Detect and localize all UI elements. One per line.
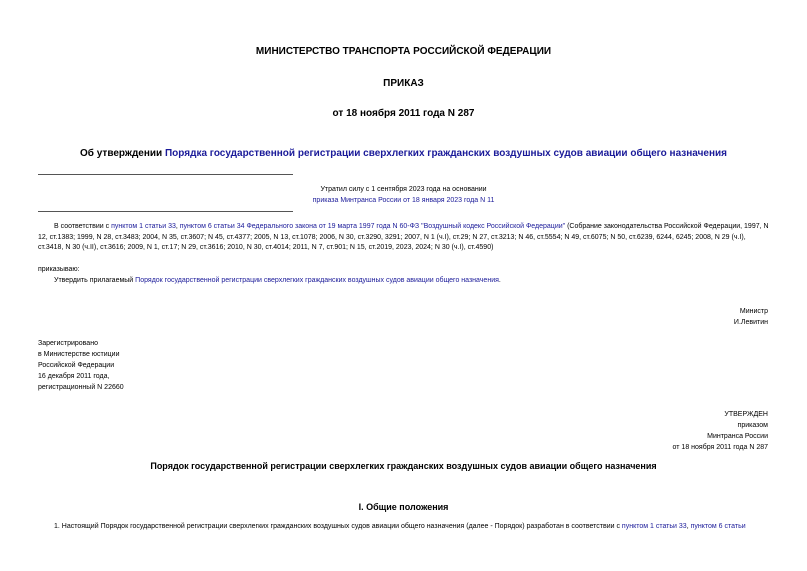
registration-line-3: Российской Федерации (38, 362, 115, 369)
registration-line-1: Зарегистрировано (38, 340, 98, 347)
document-title (0, 148, 807, 159)
clause-1-paragraph (38, 522, 769, 533)
ministry-heading: МИНИСТЕРСТВО ТРАНСПОРТА РОССИЙСКОЙ ФЕДЕРАЦИИ (255, 46, 552, 57)
registration-line-2: в Министерстве юстиции (38, 351, 120, 358)
preamble-intro: В соответствии с (54, 223, 112, 230)
status-repeal-link[interactable]: приказа Минтранса России от 18 января 2023 года N 11 (312, 197, 495, 204)
divider-top (38, 174, 293, 175)
clause-1-sep: , (686, 523, 691, 530)
approved-line-3: Минтранса России (707, 433, 768, 440)
status-line-1: Утратил силу с 1 сентября 2023 года на основании (320, 186, 487, 193)
signature-name: И.Левитин (733, 319, 768, 326)
approve-suffix: . (498, 277, 501, 284)
clause-1-link-2[interactable]: пунктом 6 статьи (690, 523, 746, 530)
clause-1-text: 1. Настоящий Порядок государственной регистрации сверхлегких гражданских воздушных судов авиации общего назначения (далее - Порядок) разработан в соответствии с (54, 523, 622, 530)
approve-procedure-link[interactable]: Порядок государственной регистрации сверхлегких гражданских воздушных судов авиации общего назначения (135, 277, 499, 284)
preamble-link-1[interactable]: пунктом 1 статьи 33 (111, 223, 176, 230)
divider-bottom (38, 211, 293, 212)
order-prikazyvayu: приказываю: (38, 266, 80, 273)
status-line-2 (0, 196, 807, 207)
preamble-sep: , (175, 223, 180, 230)
registration-line-5: регистрационный N 22660 (38, 384, 124, 391)
preamble-link-2[interactable]: пунктом 6 статьи 34 Федерального закона от 19 марта 1997 года N 60-ФЗ "Воздушный кодекс Российской Федерации" (179, 223, 566, 230)
approved-line-1: УТВЕРЖДЕН (724, 411, 768, 418)
signature-position: Министр (739, 308, 768, 315)
doc-type-heading: ПРИКАЗ (383, 78, 424, 89)
approved-line-4: от 18 ноября 2011 года N 287 (672, 444, 768, 451)
procedure-title: Порядок государственной регистрации сверхлегких гражданских воздушных судов авиации общего назначения (150, 461, 657, 471)
section-title: I. Общие положения (358, 502, 449, 512)
approve-prefix: Утвердить прилагаемый (54, 277, 136, 284)
clause-1-link-1[interactable]: пунктом 1 статьи 33 (621, 523, 687, 530)
date-number-heading: от 18 ноября 2011 года N 287 (332, 108, 475, 119)
preamble-paragraph (38, 222, 769, 254)
preamble-rest: (Собрание законодательства Российской Федерации, 1997, N 12, ст.1383; 1999, N 28, ст.3483; 2004, N 35, ст.3607; N 45, ст.4377; 2005, N 13, ст.1078; 2006, N 30, ст.3290, 3291; 2007, N 1 (ч.I), ст.29; N 27, ст.3213; N 46, ст.5554; N 49, ст.6075; N 50, ст.6239, 6244, 6245; 2008, N 29 (ч.I), ст.3418, N 30 (ч.II), ст.3616; 2009, N 1, ст.17; N 29, ст.3616; 2010, N 30, ст.4014; 2011, N 7, ст.901; N 15, ст.2019, 2023, 2024; N 30 (ч.I), ст.4590) (38, 223, 769, 251)
order-approve-paragraph (38, 276, 769, 287)
title-link[interactable]: Порядка государственной регистрации сверхлегких гражданских воздушных судов авиации общего назначения (164, 148, 727, 159)
title-prefix: Об утверждении (80, 148, 165, 159)
approved-line-2: приказом (737, 422, 768, 429)
registration-line-4: 16 декабря 2011 года, (38, 373, 110, 380)
